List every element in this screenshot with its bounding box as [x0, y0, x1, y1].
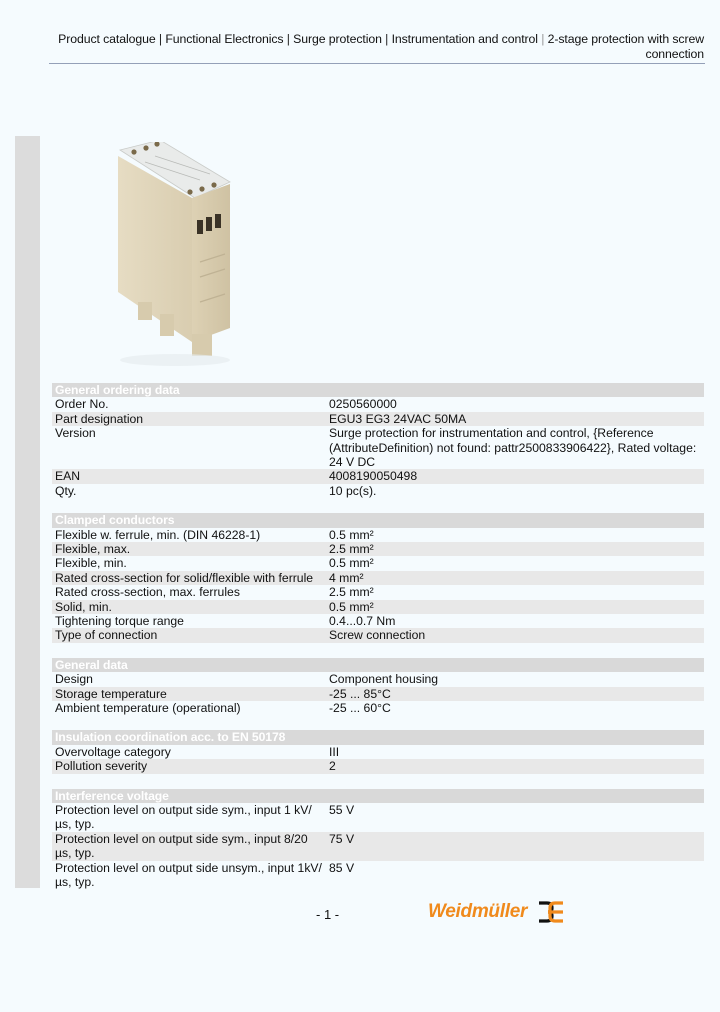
- row-label: Order No.: [55, 397, 109, 412]
- table-row: [52, 687, 704, 701]
- row-value: 2.5 mm²: [329, 585, 374, 600]
- breadcrumb: [34, 32, 704, 62]
- row-value: 4 mm²: [329, 570, 364, 585]
- breadcrumb-item-surge-protection: Surge protection: [293, 32, 382, 46]
- row-label: Protection level on output side sym., input 1 kV/µs, typ.: [55, 803, 312, 832]
- row-value: 75 V: [329, 831, 355, 846]
- row-label: Storage temperature: [55, 686, 167, 701]
- row-value: 4008190050498: [329, 469, 418, 484]
- row-label: Solid, min.: [55, 599, 112, 614]
- row-label: Protection level on output side unsym., input 1kV/µs, typ.: [55, 860, 322, 890]
- row-label: Protection level on output side sym., input 8/20 µs, typ.: [55, 831, 308, 861]
- row-value: Screw connection: [329, 628, 426, 643]
- product-image: [100, 142, 250, 372]
- section-header: General data: [52, 658, 704, 672]
- row-value: 0.5 mm²: [329, 599, 374, 614]
- breadcrumb-separator: |: [541, 32, 548, 46]
- table-row: [52, 701, 704, 715]
- section-interference-voltage: [52, 789, 704, 890]
- row-value: -25 ... 60°C: [329, 701, 391, 716]
- breadcrumb-item-functional-electronics: Functional Electronics: [165, 32, 284, 46]
- row-value: 10 pc(s).: [329, 483, 377, 498]
- table-row: [52, 759, 704, 773]
- row-label: Design: [55, 672, 93, 687]
- section-header: General ordering data: [52, 383, 704, 397]
- page-number: - 1 -: [316, 907, 340, 922]
- row-value: 0.4...0.7 Nm: [329, 614, 396, 629]
- table-row: [52, 426, 704, 469]
- table-row: [52, 412, 704, 426]
- row-label: Type of connection: [55, 628, 158, 643]
- breadcrumb-item-2-stage-protection: 2-stage protection with screw connection: [547, 32, 704, 61]
- row-label: Version: [55, 426, 96, 441]
- section-general-ordering-data: [52, 383, 704, 498]
- table-row: [52, 571, 704, 585]
- row-label: Part designation: [55, 411, 144, 426]
- row-value: 2: [329, 759, 336, 774]
- table-row: [52, 528, 704, 542]
- row-value: III: [329, 744, 340, 759]
- row-value: -25 ... 85°C: [329, 686, 391, 701]
- row-label: EAN: [55, 469, 81, 484]
- side-strip: [15, 136, 40, 888]
- section-header: Interference voltage: [52, 789, 704, 803]
- row-value: 0.5 mm²: [329, 527, 374, 542]
- table-row: [52, 614, 704, 628]
- table-row: [52, 556, 704, 570]
- table-row: [52, 585, 704, 599]
- section-clamped-conductors: [52, 513, 704, 643]
- header-divider: [49, 63, 705, 64]
- table-row: [52, 600, 704, 614]
- section-general-data: [52, 658, 704, 716]
- weidmuller-logo-icon: [537, 899, 565, 925]
- brand-logo: [428, 899, 565, 925]
- row-label: Qty.: [55, 483, 77, 498]
- row-value: 85 V: [329, 860, 355, 875]
- spec-table: [52, 383, 704, 905]
- table-row: [52, 484, 704, 498]
- row-label: Rated cross-section for solid/flexible with ferrule: [55, 570, 314, 585]
- row-label: Rated cross-section, max. ferrules: [55, 585, 240, 600]
- breadcrumb-separator: |: [158, 32, 166, 46]
- table-row: [52, 861, 704, 890]
- row-label: Flexible w. ferrule, min. (DIN 46228-1): [55, 527, 261, 542]
- table-row: [52, 397, 704, 411]
- breadcrumb-separator: |: [385, 32, 392, 46]
- section-insulation-coordination: [52, 730, 704, 773]
- row-value: Component housing: [329, 672, 439, 687]
- table-row: [52, 745, 704, 759]
- row-value: 0250560000: [329, 397, 397, 412]
- table-row: [52, 542, 704, 556]
- table-row: [52, 469, 704, 483]
- table-row: [52, 803, 704, 832]
- brand-name: Weidmüller: [428, 901, 528, 922]
- section-header: Clamped conductors: [52, 513, 704, 527]
- row-label: Flexible, max.: [55, 542, 131, 557]
- row-label: Overvoltage category: [55, 744, 171, 759]
- row-label: Ambient temperature (operational): [55, 701, 241, 716]
- row-label: Pollution severity: [55, 759, 148, 774]
- table-row: [52, 628, 704, 642]
- row-value: 0.5 mm²: [329, 556, 374, 571]
- section-header: Insulation coordination acc. to EN 50178: [52, 730, 704, 744]
- row-value: Surge protection for instrumentation and control, {Reference (AttributeDefinition) not found: pattr2500833906422}, Rated voltage: 24 V DC: [329, 426, 697, 470]
- row-value: 55 V: [329, 803, 355, 818]
- row-label: Tightening torque range: [55, 614, 184, 629]
- table-row: [52, 832, 704, 861]
- table-row: [52, 672, 704, 686]
- row-value: EGU3 EG3 24VAC 50MA: [329, 411, 467, 426]
- breadcrumb-item-instrumentation-and-control: Instrumentation and control: [391, 32, 538, 46]
- breadcrumb-separator: |: [286, 32, 294, 46]
- row-label: Flexible, min.: [55, 556, 127, 571]
- breadcrumb-item-product-catalogue: Product catalogue: [58, 32, 156, 46]
- row-value: 2.5 mm²: [329, 542, 374, 557]
